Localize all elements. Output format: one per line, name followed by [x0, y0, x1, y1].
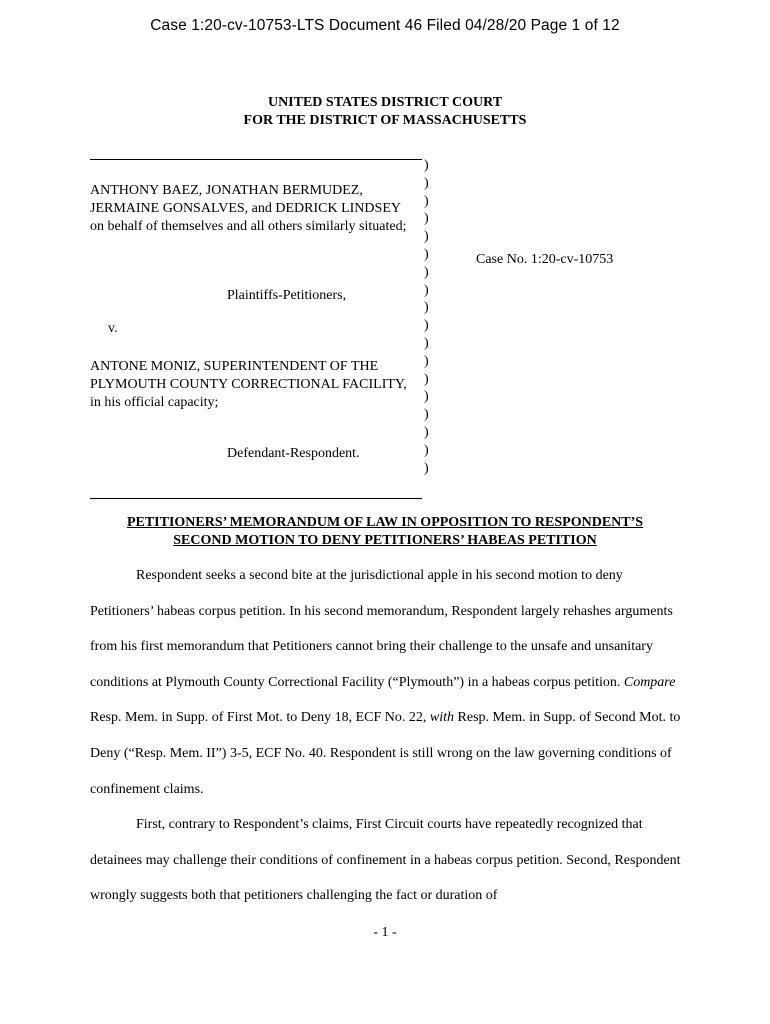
- p1-with-signal: with: [429, 710, 455, 726]
- p1-compare-signal: Compare: [623, 674, 676, 690]
- memorandum-body: [90, 558, 686, 914]
- case-number: Case No. 1:20-cv-10753: [476, 252, 614, 267]
- p1-text-a: Respondent seeks a second bite at the jurisdictional apple in his second motion to deny Petitioners’ habeas corpus petition. In his second memorandum, Respondent largely rehashes arguments from his first memorandum that Petitioners cannot bring their challenge to the unsafe and unsanitary conditions at Plymouth County Correctional Facility (“Plymouth”) in a habeas corpus petition.: [90, 568, 673, 690]
- court-heading: [0, 94, 770, 130]
- p1-text-b: Resp. Mem. in Supp. of First Mot. to Deny 18, ECF No. 22,: [90, 710, 430, 726]
- caption-parentheses: ) ) ) ) ) ) ) ) ) ) ) ) ) ) ) ) ) ): [424, 158, 429, 476]
- plaintiffs-role: Plaintiffs-Petitioners,: [227, 288, 347, 303]
- title-line-2: SECOND MOTION TO DENY PETITIONERS’ HABEAS PETITION: [173, 533, 597, 548]
- court-name: UNITED STATES DISTRICT COURT: [267, 95, 503, 110]
- paragraph-2: First, contrary to Respondent’s claims, First Circuit courts have repeatedly recognized that detainees may challenge their conditions of confinement in a habeas corpus petition. Second, Respondent wrongly suggests both that petitioners challenging the fact or duration of: [90, 817, 681, 904]
- title-line-1: PETITIONERS’ MEMORANDUM OF LAW IN OPPOSITION TO RESPONDENT’S: [126, 515, 644, 530]
- versus: v.: [108, 321, 118, 336]
- paragraph-1: [90, 558, 686, 807]
- defendant-name: ANTONE MONIZ, SUPERINTENDENT OF THE PLYMOUTH COUNTY CORRECTIONAL FACILITY, in his official capacity;: [90, 359, 407, 410]
- p1-text-c: Resp. Mem. in Supp. of Second Mot. to Deny (“Resp. Mem. II”) 3-5, ECF No. 40. Respondent is still wrong on the law governing conditions of confinement claims.: [90, 710, 681, 797]
- plaintiffs-names: ANTHONY BAEZ, JONATHAN BERMUDEZ, JERMAINE GONSALVES, and DEDRICK LINDSEY on behalf of themselves and all others similarly situated;: [90, 183, 407, 234]
- court-district: FOR THE DISTRICT OF MASSACHUSETTS: [243, 113, 527, 128]
- ecf-header: Case 1:20-cv-10753-LTS Document 46 Filed 04/28/20 Page 1 of 12: [150, 17, 620, 34]
- page-number: - 1 -: [373, 925, 397, 940]
- memorandum-title: [0, 514, 770, 550]
- caption-top-rule: [90, 159, 422, 160]
- defendant-role: Defendant-Respondent.: [227, 446, 360, 461]
- caption-bottom-rule: [90, 498, 422, 499]
